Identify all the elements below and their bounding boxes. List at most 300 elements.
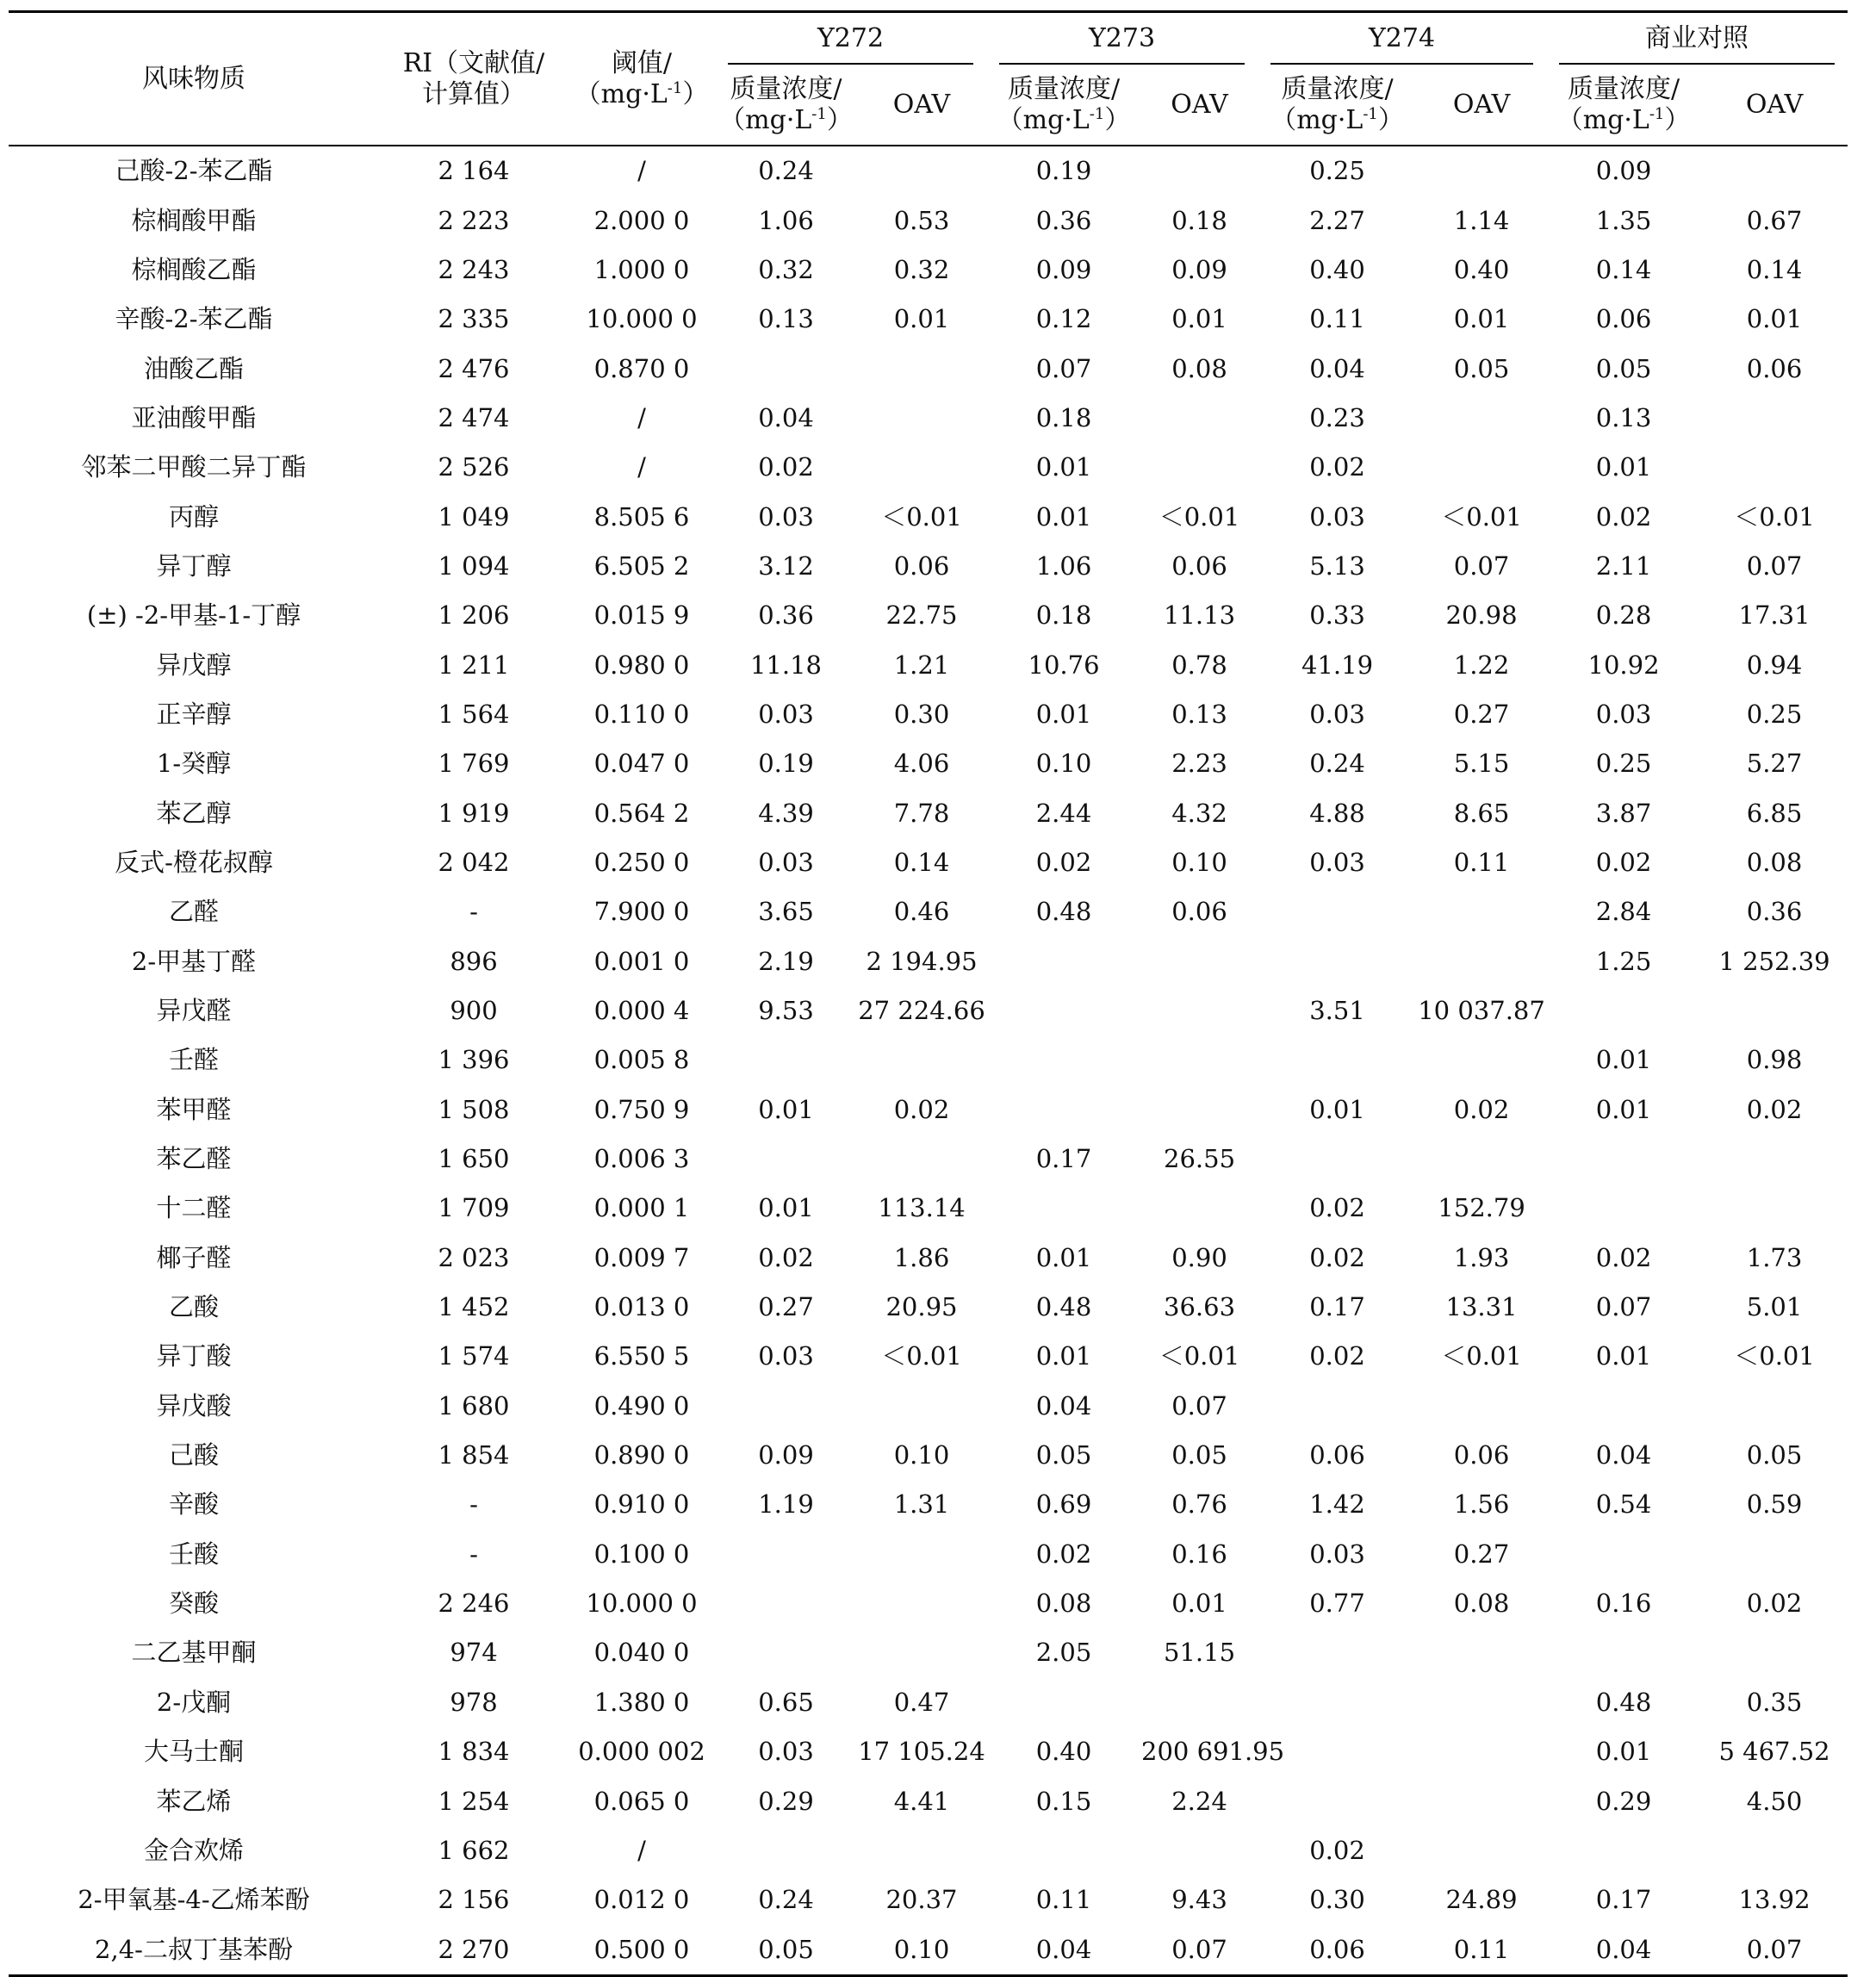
table-row bbox=[9, 1579, 1848, 1628]
commercial-oav: 0.01 bbox=[1746, 304, 1803, 334]
commercial-concentration: 0.04 bbox=[1546, 1924, 1701, 1975]
table-row bbox=[9, 1776, 1848, 1825]
y274-oav: 8.65 bbox=[1453, 798, 1510, 828]
y273-oav: 0.01 bbox=[1171, 1588, 1227, 1619]
y272-concentration: 0.29 bbox=[758, 1786, 814, 1816]
threshold-value: 0.910 0 bbox=[593, 1489, 690, 1520]
table-row bbox=[9, 1875, 1848, 1924]
table-row bbox=[9, 1530, 1848, 1579]
y273-oav: ＜0.01 bbox=[1159, 1341, 1240, 1371]
commercial-concentration: 0.17 bbox=[1595, 1885, 1652, 1915]
commercial-concentration: 2.84 bbox=[1595, 897, 1652, 927]
y272-oav bbox=[857, 1826, 986, 1875]
commercial-concentration: 0.02 bbox=[1595, 847, 1652, 877]
ri-value: 1 854 bbox=[438, 1440, 510, 1470]
y272-oav bbox=[857, 344, 986, 393]
y272-concentration: 0.05 bbox=[715, 1924, 857, 1975]
y274-concentration: 0.02 bbox=[1309, 1341, 1365, 1371]
threshold-value: 0.490 0 bbox=[593, 1390, 690, 1421]
y272-oav bbox=[857, 146, 986, 196]
commercial-concentration: 0.54 bbox=[1595, 1489, 1652, 1520]
ri-value: - bbox=[469, 1539, 478, 1569]
compound-name: 亚油酸甲酯 bbox=[131, 402, 257, 432]
commercial-oav bbox=[1701, 1184, 1848, 1233]
commercial-oav: 1 252.39 bbox=[1718, 946, 1830, 976]
y272-concentration: 0.36 bbox=[758, 600, 814, 631]
ri-value: 2 156 bbox=[438, 1885, 510, 1915]
y273-oav: 200 691.95 bbox=[1141, 1737, 1285, 1767]
compound-name: 苯乙醛 bbox=[156, 1144, 232, 1174]
y274-oav: 0.11 bbox=[1453, 847, 1510, 877]
compound-name: 乙醛 bbox=[168, 897, 219, 927]
commercial-concentration: 0.29 bbox=[1595, 1786, 1652, 1816]
commercial-concentration bbox=[1546, 1135, 1701, 1184]
commercial-concentration: 10.92 bbox=[1587, 650, 1660, 680]
header-conc-line1: 质量浓度/ bbox=[730, 73, 842, 104]
y274-concentration: 41.19 bbox=[1301, 650, 1374, 680]
y273-oav bbox=[1141, 394, 1258, 443]
table-row bbox=[9, 1135, 1848, 1184]
ri-value: 1 650 bbox=[438, 1144, 510, 1174]
table-row bbox=[9, 1283, 1848, 1332]
y273-concentration: 0.01 bbox=[1035, 699, 1092, 729]
y274-concentration: 0.03 bbox=[1309, 699, 1365, 729]
y274-oav bbox=[1417, 394, 1546, 443]
y272-concentration bbox=[715, 1035, 857, 1085]
ri-value: 2 474 bbox=[438, 402, 510, 432]
y274-oav bbox=[1417, 1382, 1546, 1431]
y272-concentration: 0.01 bbox=[758, 1193, 814, 1223]
y273-oav: 0.18 bbox=[1171, 205, 1227, 235]
y274-oav: 0.01 bbox=[1453, 304, 1510, 334]
y274-oav: 1.22 bbox=[1453, 650, 1510, 680]
table-row bbox=[9, 1085, 1848, 1135]
y272-oav: 0.53 bbox=[893, 205, 950, 235]
y274-oav: 1.93 bbox=[1453, 1242, 1510, 1272]
y273-oav: 0.90 bbox=[1171, 1242, 1227, 1272]
y273-oav: 0.10 bbox=[1171, 847, 1227, 877]
table-row bbox=[9, 443, 1848, 492]
commercial-concentration: 0.05 bbox=[1595, 353, 1652, 383]
y273-concentration bbox=[986, 1678, 1141, 1727]
header-conc-line1: 质量浓度/ bbox=[1007, 73, 1121, 104]
y273-oav bbox=[1141, 1184, 1258, 1233]
threshold-value: 1.000 0 bbox=[593, 254, 690, 284]
threshold-value: 0.006 3 bbox=[593, 1144, 690, 1174]
y273-concentration: 0.02 bbox=[1035, 847, 1092, 877]
header-conc-unit-sup: -1 bbox=[1089, 104, 1105, 123]
y272-oav bbox=[857, 1135, 986, 1184]
y274-oav bbox=[1417, 1628, 1546, 1677]
y272-concentration: 0.03 bbox=[758, 1341, 814, 1371]
commercial-concentration: 1.25 bbox=[1595, 946, 1652, 976]
table-row bbox=[9, 492, 1848, 541]
commercial-concentration bbox=[1546, 1826, 1701, 1875]
y272-concentration: 11.18 bbox=[749, 650, 823, 680]
ri-value: 1 834 bbox=[438, 1737, 510, 1767]
y273-concentration: 0.12 bbox=[1035, 304, 1092, 334]
y273-oav: 0.13 bbox=[1171, 699, 1227, 729]
y273-concentration: 0.01 bbox=[1035, 1341, 1092, 1371]
compound-name: 异丁醇 bbox=[156, 550, 232, 581]
ri-value: 1 662 bbox=[438, 1835, 510, 1865]
commercial-concentration: 0.01 bbox=[1595, 452, 1652, 482]
commercial-concentration bbox=[1546, 1382, 1701, 1431]
table-row bbox=[9, 1480, 1848, 1529]
y273-concentration: 0.15 bbox=[1035, 1786, 1092, 1816]
y273-concentration: 0.04 bbox=[1035, 1390, 1092, 1421]
header-conc-line2: （mg·L bbox=[719, 104, 812, 135]
compound-name: 正辛醇 bbox=[156, 699, 232, 729]
ri-value: 1 769 bbox=[438, 749, 510, 779]
header-conc-close: ） bbox=[1664, 104, 1691, 135]
y274-oav bbox=[1417, 1776, 1546, 1825]
table-row bbox=[9, 394, 1848, 443]
y273-oav: 0.76 bbox=[1171, 1489, 1227, 1520]
y272-concentration: 0.13 bbox=[758, 304, 814, 334]
header-conc-1 bbox=[986, 65, 1141, 146]
ri-value: 2 335 bbox=[438, 304, 510, 334]
y272-concentration: 0.02 bbox=[758, 452, 814, 482]
threshold-value: 0.001 0 bbox=[593, 946, 690, 976]
y274-concentration: 5.13 bbox=[1309, 550, 1365, 581]
y272-concentration: 0.27 bbox=[758, 1292, 814, 1322]
compound-name: 异戊醛 bbox=[156, 996, 232, 1026]
compound-name: 大马士酮 bbox=[143, 1737, 244, 1767]
y273-oav: 51.15 bbox=[1164, 1638, 1236, 1668]
y272-oav: 20.37 bbox=[885, 1885, 958, 1915]
header-ri-line1: RI（文献值/ bbox=[402, 47, 545, 78]
header-conc-line1: 质量浓度/ bbox=[1567, 73, 1680, 104]
header-conc-2 bbox=[1258, 65, 1417, 146]
header-oav-1: OAV bbox=[1141, 65, 1258, 146]
table-body bbox=[9, 146, 1848, 1975]
y274-concentration bbox=[1258, 1382, 1417, 1431]
ri-value: 1 508 bbox=[438, 1094, 510, 1124]
compound-name: 2-戊酮 bbox=[156, 1687, 232, 1717]
ri-value: 2 164 bbox=[438, 156, 510, 186]
y274-oav: 0.02 bbox=[1453, 1094, 1510, 1124]
commercial-oav bbox=[1701, 146, 1848, 196]
compound-name: 异戊醇 bbox=[156, 650, 232, 680]
y274-concentration: 0.02 bbox=[1309, 1242, 1365, 1272]
threshold-value: 0.980 0 bbox=[593, 650, 690, 680]
y272-oav: 20.95 bbox=[885, 1292, 958, 1322]
y273-concentration: 0.18 bbox=[1035, 600, 1092, 631]
y273-concentration: 0.69 bbox=[1035, 1489, 1092, 1520]
commercial-oav: 0.07 bbox=[1701, 1924, 1848, 1975]
y274-oav bbox=[1417, 887, 1546, 936]
y274-oav bbox=[1417, 937, 1546, 986]
commercial-oav: 5.01 bbox=[1746, 1292, 1803, 1322]
commercial-oav: 13.92 bbox=[1738, 1885, 1811, 1915]
header-compound: 风味物质 bbox=[9, 12, 379, 146]
y272-concentration: 0.01 bbox=[758, 1094, 814, 1124]
y272-oav: 4.41 bbox=[893, 1786, 950, 1816]
commercial-oav bbox=[1701, 1382, 1848, 1431]
header-group-commercial: 商业对照 bbox=[1546, 12, 1848, 65]
compound-name: 苯甲醛 bbox=[156, 1094, 232, 1124]
threshold-value: 0.012 0 bbox=[593, 1885, 690, 1915]
table-row bbox=[9, 640, 1848, 689]
table-row bbox=[9, 295, 1848, 344]
compound-name: 2-甲基丁醛 bbox=[131, 946, 257, 976]
y272-concentration: 0.02 bbox=[758, 1242, 814, 1272]
y273-concentration: 0.05 bbox=[1035, 1440, 1092, 1470]
table-row bbox=[9, 196, 1848, 245]
y274-concentration: 0.03 bbox=[1309, 501, 1365, 532]
ri-value: 2 223 bbox=[438, 205, 510, 235]
header-conc-line1: 质量浓度/ bbox=[1281, 73, 1394, 104]
compound-name: 丙醇 bbox=[168, 501, 219, 532]
threshold-value: 0.000 4 bbox=[593, 996, 690, 1026]
commercial-oav: ＜0.01 bbox=[1734, 501, 1815, 532]
y272-concentration: 0.03 bbox=[758, 1737, 814, 1767]
commercial-concentration: 0.01 bbox=[1595, 1341, 1652, 1371]
compound-name: 金合欢烯 bbox=[143, 1835, 244, 1865]
y274-oav: 0.11 bbox=[1417, 1924, 1546, 1975]
ri-value: - bbox=[469, 897, 478, 927]
y273-concentration bbox=[986, 1035, 1141, 1085]
commercial-concentration: 0.14 bbox=[1595, 254, 1652, 284]
commercial-oav: 0.07 bbox=[1746, 550, 1803, 581]
header-conc-close: ） bbox=[826, 104, 853, 135]
y274-concentration bbox=[1258, 937, 1417, 986]
y272-oav: ＜0.01 bbox=[881, 1341, 962, 1371]
table-row bbox=[9, 937, 1848, 986]
threshold-value: / bbox=[637, 452, 646, 482]
commercial-oav bbox=[1701, 986, 1848, 1035]
y272-oav bbox=[857, 1530, 986, 1579]
commercial-oav bbox=[1701, 1135, 1848, 1184]
y274-concentration: 0.24 bbox=[1309, 749, 1365, 779]
y272-concentration bbox=[715, 1382, 857, 1431]
header-conc-line2: （mg·L bbox=[1556, 104, 1649, 135]
commercial-oav: 1.73 bbox=[1746, 1242, 1803, 1272]
ri-value: 1 049 bbox=[438, 501, 510, 532]
table-row bbox=[9, 1727, 1848, 1776]
commercial-concentration bbox=[1546, 1184, 1701, 1233]
y272-oav: 27 224.66 bbox=[858, 996, 985, 1026]
header-threshold-line2: （mg·L bbox=[575, 78, 668, 109]
y272-oav: 1.21 bbox=[893, 650, 950, 680]
ri-value: 1 452 bbox=[438, 1292, 510, 1322]
y273-concentration: 0.19 bbox=[1035, 156, 1092, 186]
compound-name: 1-癸醇 bbox=[156, 749, 232, 779]
y272-concentration: 0.24 bbox=[758, 156, 814, 186]
y274-oav: ＜0.01 bbox=[1441, 501, 1522, 532]
threshold-value: 0.013 0 bbox=[593, 1292, 690, 1322]
commercial-oav: 5.27 bbox=[1746, 749, 1803, 779]
y273-oav: 36.63 bbox=[1164, 1292, 1236, 1322]
table-row bbox=[9, 887, 1848, 936]
commercial-concentration: 2.11 bbox=[1595, 550, 1652, 581]
ri-value: 2 526 bbox=[438, 452, 510, 482]
y274-oav bbox=[1417, 1678, 1546, 1727]
y272-concentration: 0.32 bbox=[758, 254, 814, 284]
ri-value: - bbox=[469, 1489, 478, 1520]
compound-name: 2,4-二叔丁基苯酚 bbox=[9, 1924, 379, 1975]
compound-name: 十二醛 bbox=[156, 1193, 232, 1223]
y272-oav: 0.30 bbox=[893, 699, 950, 729]
y274-concentration: 0.33 bbox=[1309, 600, 1365, 631]
y274-oav: 24.89 bbox=[1445, 1885, 1518, 1915]
threshold-value: 0.750 9 bbox=[593, 1094, 690, 1124]
header-threshold-close: ） bbox=[682, 78, 709, 109]
y274-concentration: 0.23 bbox=[1309, 402, 1365, 432]
commercial-oav: 17.31 bbox=[1738, 600, 1811, 631]
header-ri bbox=[379, 12, 568, 146]
commercial-concentration: 0.02 bbox=[1595, 501, 1652, 532]
commercial-concentration: 0.13 bbox=[1595, 402, 1652, 432]
compound-name: 油酸乙酯 bbox=[143, 353, 244, 383]
header-group-y274: Y274 bbox=[1258, 12, 1546, 65]
threshold-value: 8.505 6 bbox=[593, 501, 690, 532]
ri-value: 2 023 bbox=[438, 1242, 510, 1272]
threshold-value: 0.500 0 bbox=[568, 1924, 715, 1975]
y274-oav: 0.40 bbox=[1453, 254, 1510, 284]
y274-concentration bbox=[1258, 1035, 1417, 1085]
y272-oav: 0.10 bbox=[857, 1924, 986, 1975]
y274-concentration: 0.30 bbox=[1309, 1885, 1365, 1915]
y273-oav: 0.01 bbox=[1171, 304, 1227, 334]
threshold-value: 10.000 0 bbox=[586, 1588, 698, 1619]
y273-concentration bbox=[986, 1184, 1141, 1233]
header-conc-close: ） bbox=[1104, 104, 1131, 135]
commercial-concentration: 0.03 bbox=[1595, 699, 1652, 729]
y274-concentration bbox=[1258, 1135, 1417, 1184]
y273-oav: 0.16 bbox=[1171, 1539, 1227, 1569]
y274-oav: 20.98 bbox=[1445, 600, 1518, 631]
commercial-oav: 6.85 bbox=[1746, 798, 1803, 828]
compound-name: 癸酸 bbox=[168, 1588, 219, 1619]
compound-name: 辛酸-2-苯乙酯 bbox=[115, 304, 273, 334]
y272-oav: 0.47 bbox=[893, 1687, 950, 1717]
threshold-value: 6.550 5 bbox=[593, 1341, 690, 1371]
compound-name: 己酸-2-苯乙酯 bbox=[115, 156, 273, 186]
y272-oav: 4.06 bbox=[893, 749, 950, 779]
ri-value: 1 211 bbox=[438, 650, 510, 680]
y274-oav: ＜0.01 bbox=[1441, 1341, 1522, 1371]
y274-oav: 10 037.87 bbox=[1418, 996, 1545, 1026]
commercial-oav: 0.14 bbox=[1746, 254, 1803, 284]
table-row bbox=[9, 1184, 1848, 1233]
commercial-concentration: 0.01 bbox=[1595, 1094, 1652, 1124]
commercial-oav: 0.08 bbox=[1746, 847, 1803, 877]
header-oav-3: OAV bbox=[1701, 65, 1848, 146]
y274-concentration: 0.03 bbox=[1309, 847, 1365, 877]
header-conc-unit-sup: -1 bbox=[811, 104, 827, 123]
y274-concentration bbox=[1258, 1678, 1417, 1727]
commercial-oav: 0.59 bbox=[1746, 1489, 1803, 1520]
commercial-oav: 0.02 bbox=[1746, 1588, 1803, 1619]
commercial-oav: 0.94 bbox=[1746, 650, 1803, 680]
y274-oav: 0.05 bbox=[1453, 353, 1510, 383]
commercial-oav: 0.06 bbox=[1746, 353, 1803, 383]
y274-oav: 13.31 bbox=[1445, 1292, 1518, 1322]
y273-concentration: 2.44 bbox=[1035, 798, 1092, 828]
y273-oav: 0.06 bbox=[1171, 550, 1227, 581]
y273-oav bbox=[1141, 1826, 1258, 1875]
threshold-value: 0.890 0 bbox=[593, 1440, 690, 1470]
table-row bbox=[9, 1234, 1848, 1283]
compound-name: 乙酸 bbox=[168, 1292, 219, 1322]
y272-concentration: 4.39 bbox=[758, 798, 814, 828]
y274-concentration bbox=[1258, 887, 1417, 936]
header-threshold-line1: 阈值/ bbox=[611, 47, 673, 78]
ri-value: 2 042 bbox=[438, 847, 510, 877]
commercial-concentration: 0.09 bbox=[1595, 156, 1652, 186]
table-row bbox=[9, 739, 1848, 788]
commercial-oav bbox=[1701, 1826, 1848, 1875]
y272-oav: 113.14 bbox=[878, 1193, 966, 1223]
y272-concentration: 3.65 bbox=[758, 897, 814, 927]
commercial-concentration: 0.04 bbox=[1595, 1440, 1652, 1470]
ri-value: 978 bbox=[450, 1687, 498, 1717]
y274-concentration: 0.25 bbox=[1309, 156, 1365, 186]
y274-concentration: 1.42 bbox=[1309, 1489, 1365, 1520]
ri-value: 1 574 bbox=[438, 1341, 510, 1371]
ri-value: 2 270 bbox=[379, 1924, 568, 1975]
y274-oav bbox=[1417, 146, 1546, 196]
threshold-value: / bbox=[637, 156, 646, 186]
y273-concentration: 1.06 bbox=[1035, 550, 1092, 581]
ri-value: 1 254 bbox=[438, 1786, 510, 1816]
y272-concentration: 1.06 bbox=[758, 205, 814, 235]
y272-oav: 0.46 bbox=[893, 897, 950, 927]
ri-value: 900 bbox=[450, 996, 498, 1026]
commercial-oav: 0.36 bbox=[1746, 897, 1803, 927]
commercial-oav: 0.02 bbox=[1746, 1094, 1803, 1124]
threshold-value: 0.000 002 bbox=[578, 1737, 705, 1767]
ri-value: 2 243 bbox=[438, 254, 510, 284]
y272-concentration bbox=[715, 1628, 857, 1677]
y274-concentration: 3.51 bbox=[1309, 996, 1365, 1026]
y273-concentration: 0.01 bbox=[1035, 1242, 1092, 1272]
y273-oav bbox=[1141, 937, 1258, 986]
y272-concentration bbox=[715, 1135, 857, 1184]
y273-concentration: 2.05 bbox=[1035, 1638, 1092, 1668]
y272-oav bbox=[857, 1382, 986, 1431]
threshold-value: 6.505 2 bbox=[593, 550, 690, 581]
y272-oav bbox=[857, 1035, 986, 1085]
y272-oav bbox=[857, 443, 986, 492]
header-conc-unit-sup: -1 bbox=[1649, 104, 1665, 123]
y274-oav: 152.79 bbox=[1438, 1193, 1525, 1223]
y272-oav: 17 105.24 bbox=[858, 1737, 985, 1767]
compound-name: 2-甲氧基-4-乙烯苯酚 bbox=[78, 1885, 310, 1915]
y273-concentration: 0.36 bbox=[1035, 205, 1092, 235]
y273-oav: 9.43 bbox=[1171, 1885, 1227, 1915]
compound-name: 辛酸 bbox=[168, 1489, 219, 1520]
y273-concentration: 0.01 bbox=[1035, 452, 1092, 482]
compound-name: 壬醛 bbox=[168, 1045, 219, 1075]
y272-concentration: 0.03 bbox=[758, 501, 814, 532]
commercial-concentration: 0.01 bbox=[1595, 1045, 1652, 1075]
header-threshold-unit-sup: -1 bbox=[667, 78, 683, 97]
y274-oav: 0.27 bbox=[1453, 1539, 1510, 1569]
commercial-concentration: 0.16 bbox=[1595, 1588, 1652, 1619]
header-conc-close: ） bbox=[1377, 104, 1404, 135]
y273-oav: 2.23 bbox=[1171, 749, 1227, 779]
y273-oav: 0.07 bbox=[1171, 1390, 1227, 1421]
commercial-oav: 5 467.52 bbox=[1718, 1737, 1830, 1767]
header-oav-2: OAV bbox=[1417, 65, 1546, 146]
y273-concentration: 0.04 bbox=[986, 1924, 1141, 1975]
y273-concentration bbox=[986, 986, 1141, 1035]
y273-oav: 26.55 bbox=[1164, 1144, 1236, 1174]
y274-concentration: 0.02 bbox=[1309, 452, 1365, 482]
